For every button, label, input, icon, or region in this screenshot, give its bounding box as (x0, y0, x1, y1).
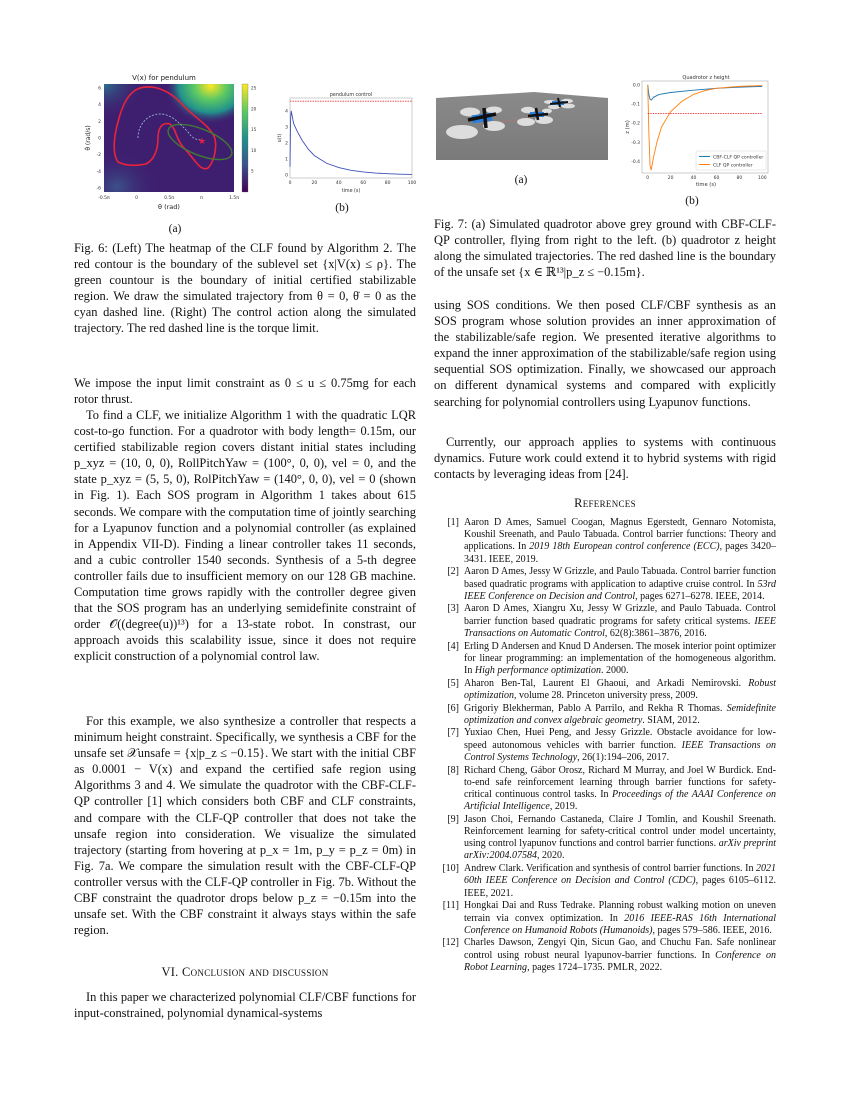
y-tick: -0.1 (631, 102, 640, 108)
reference-number: [6] (447, 702, 459, 714)
x-tick: 0.5π (164, 196, 174, 201)
legend-cbf-clf: CBF-CLF QP controller (713, 155, 764, 161)
paragraph-cbf-example: For this example, we also synthesize a controller that respects a minimum height constraint. Specifically, we synthesis a CBF for the unsafe set 𝒳unsafe = {x|p_z ≤ −0.15}. We start with the initial CBF as 0.0001 − V(x) and expand the certified safe region using Algorithms 3 and 4. We simulate the quadrotor with the CBF-CLF-QP controller [1] which considers both CBF and CLF constraints, and compare with the CLF-QP controller that does not take the unsafe region into consideration. We visualize the simulated trajectory (starting from hovering at p_x = 1m, p_y = p_z = 0m) in Fig. 7a. We compare the simulation result with the CBF-CLF-QP controller versus with the CLF-QP controller in Fig. 7b. Without the CBF constraint the quadrotor drops below p_z = −0.15m into the unsafe set. With the CBF constraint it always stays within the safe region. (74, 714, 416, 938)
x-tick: 1.5π (229, 196, 239, 201)
reference-text: Aaron D Ames, Samuel Coogan, Magnus Egerstedt, Gennaro Notomista, Koushil Sreenath, and Paulo Tabuada. Control barrier functions: Theory and applications. In (464, 517, 776, 553)
reference-venue: 2021 60th IEEE Conference on Decision and Control (CDC) (464, 863, 776, 887)
reference-number: [10] (442, 863, 459, 875)
reference-text: Aharon Ben-Tal, Laurent El Ghaoui, and Arkadi Nemirovski. (464, 677, 749, 689)
reference-text: Andrew Clark. Verification and synthesis of control barrier functions. In (464, 863, 756, 875)
y-tick: 3 (285, 125, 288, 131)
reference-item (434, 814, 776, 863)
reference-details: , 26(1):194–206, 2017. (577, 751, 670, 763)
x-tick: 20 (311, 181, 318, 186)
x-tick: 0 (646, 176, 650, 181)
reference-venue: 53rd IEEE Conference on Decision and Control (464, 578, 776, 602)
y-tick: -0.4 (631, 160, 640, 165)
fig6b-line-chart (276, 88, 416, 194)
reference-item (434, 566, 776, 603)
paragraph-future-work: Currently, our approach applies to systems with continuous dynamics. Future work could extend it to hybrid systems with rigid contacts by leveraging ideas from [24]. (434, 435, 776, 482)
reference-number: [1] (447, 517, 459, 528)
reference-venue: arXiv preprint arXiv:2004.07584 (464, 838, 777, 862)
x-tick: 60 (713, 176, 720, 181)
x-tick: 80 (736, 176, 743, 181)
reference-text: Aaron D Ames, Jessy W Grizzle, and Paulo Tabuada. Control barrier function based quadratic programs with application to adaptive cruise control. In (464, 566, 776, 590)
y-tick: 4 (285, 109, 288, 115)
fig7b-title: Quadrotor z height (682, 75, 730, 81)
reference-number: [7] (447, 727, 459, 739)
reference-item (434, 517, 776, 566)
legend-clf: CLF QP controller (713, 163, 753, 169)
reference-item (434, 703, 776, 727)
x-tick: 0 (288, 181, 292, 186)
reference-details: . SIAM, 2012. (642, 714, 700, 726)
y-tick: 4 (98, 103, 101, 109)
x-tick: 100 (757, 176, 767, 181)
colorbar-tick: 20 (251, 106, 257, 112)
fig7a-quadrotor-render (434, 90, 614, 170)
reference-item (434, 678, 776, 702)
reference-details: , 2019. (549, 801, 578, 813)
colorbar-tick-labels (251, 86, 257, 174)
reference-item (434, 900, 776, 937)
reference-venue: Conference on Robot Learning (464, 949, 776, 973)
reference-details: , pages 6271–6278. IEEE, 2014. (635, 590, 765, 602)
series-u-t- (290, 111, 412, 175)
reference-venue: 2019 18th European control conference (ECC) (529, 541, 720, 553)
fig7b-label: (b) (685, 195, 699, 207)
fig6-caption: Fig. 6: (Left) The heatmap of the CLF found by Algorithm 2. The red contour is the boundary of the sublevel set {x|V(x) ≤ ρ}. The green countour is the boundary of initial certified stabilizable region. We draw the simulated trajectory from θ = 0, θ̇ = 0 as the cyan dashed line. (Right) The control action along the simulated trajectory. The red dashed line is the torque limit. (74, 241, 416, 336)
fig6a-heatmap (84, 72, 264, 212)
reference-number: [9] (447, 813, 459, 825)
reference-details: , 2020. (537, 850, 565, 862)
plot-frame (290, 98, 412, 178)
x-tick: 100 (407, 181, 416, 186)
fig7b-xlabel: time (s) (695, 182, 717, 188)
fig6a-xlabel: θ (rad) (158, 203, 180, 211)
x-tick: 0 (135, 196, 138, 201)
y-tick: 6 (98, 86, 101, 92)
fig7b-ylabel: z (m) (625, 120, 631, 134)
y-tick: 1 (285, 157, 288, 163)
reference-text: Jason Choi, Fernando Castaneda, Claire J Tomlin, and Koushil Sreenath. Reinforcement learning for safety-critical control under model uncertainty, using control lyapunov functions and control barrier functions. (464, 813, 776, 850)
reference-venue: IEEE Transactions on Automatic Control (464, 615, 776, 639)
reference-item (434, 937, 776, 974)
reference-text: Erling D Andersen and Knud D Andersen. The mosek interior point optimizer for linear programming: an implementation of the homogeneous algorithm. In (464, 640, 776, 676)
y-tick: 0 (98, 136, 101, 142)
reference-text: Richard Cheng, Gábor Orosz, Richard M Murray, and Joel W Burdick. End-to-end safe reinforcement learning through barrier functions for safety-critical continuous control tasks. In (464, 764, 776, 800)
fig6b-title: pendulum control (329, 93, 373, 98)
paragraph-input-limit: We impose the input limit constraint as 0 ≤ u ≤ 0.75mg for each rotor thrust. (74, 376, 416, 407)
reference-details: , pages 3420–3431. IEEE, 2019. (464, 541, 776, 565)
reference-item (434, 765, 776, 814)
reference-text: Charles Dawson, Zengyi Qin, Sicun Gao, and Chuchu Fan. Safe nonlinear control using robust neural lyapunov-barrier functions. In (464, 937, 776, 961)
reference-venue: IEEE Transactions on Control Systems Technology (464, 739, 776, 763)
colorbar-tick: 25 (251, 85, 257, 91)
y-tick: 2 (285, 141, 288, 147)
fig7-caption: Fig. 7: (a) Simulated quadrotor above grey ground with CBF-CLF-QP controller, flying from right to the left. (b) quadrotor z height along the simulated trajectories. The red dashed line is the boundary of the unsafe set {x ∈ ℝ¹³|p_z ≤ −0.15m}. (434, 217, 776, 280)
y-tick: 0.0 (632, 83, 640, 89)
reference-number: [2] (447, 566, 459, 578)
reference-details: , 62(8):3861–3876, 2016. (604, 627, 707, 639)
y-tick: -4 (96, 169, 101, 175)
reference-number: [8] (447, 764, 459, 776)
x-tick: -0.5π (98, 196, 110, 201)
paragraph-conclusion-cont: using SOS conditions. We then posed CLF/CBF synthesis as an SOS program whose solution provides an inner approximation of the stabilizable/safe region. We presented iterative algorithms to expand the inner approximation of the stabilizable/safe region using sequential SOS optimization. Finally, we showcased our approach on different dynamical systems and compared with explicitly searching for polynomial controllers using Lyapunov functions. (434, 298, 776, 409)
goal-star-icon: ★ (197, 137, 207, 147)
reference-number: [12] (442, 937, 459, 949)
series-cbf-clf-qp-controller (648, 85, 763, 100)
fig6a-label: (a) (168, 223, 182, 235)
reference-item (434, 727, 776, 764)
reference-number: [11] (442, 900, 459, 912)
fig6b-xlabel: time (s) (341, 189, 361, 194)
reference-item (434, 641, 776, 678)
reference-venue: 2016 IEEE-RAS 16th International Conference on Humanoid Robots (Humanoids) (464, 912, 776, 936)
x-tick: 60 (360, 181, 367, 186)
colorbar-tick: 15 (251, 127, 257, 133)
reference-text: Aaron D Ames, Xiangru Xu, Jessy W Grizzle, and Paulo Tabuada. Control barrier function based quadratic programs for safety critical systems. (464, 603, 776, 627)
x-tick: 20 (667, 176, 674, 181)
x-tick-labels (98, 195, 239, 201)
reference-details: , pages 579–586. IEEE, 2016. (652, 924, 772, 936)
reference-venue: Robust optimization (464, 677, 776, 701)
colorbar (242, 84, 248, 192)
legend (696, 151, 766, 170)
reference-venue: Semidefinite optimization and convex algebraic geometry (464, 702, 776, 726)
references-title: References (574, 496, 636, 510)
y-tick: 2 (98, 119, 101, 125)
reference-details: , pages 1724–1735. PMLR, 2022. (527, 961, 663, 973)
y-tick: -0.3 (631, 140, 640, 146)
fig7b-line-chart (624, 72, 774, 188)
fig7a-label: (a) (514, 174, 528, 186)
colorbar-tick: 5 (251, 168, 254, 174)
x-tick: 80 (384, 181, 391, 186)
reference-details: . 2000. (600, 664, 629, 676)
reference-text: Grigoriy Blekherman, Pablo A Parrilo, and Rekha R Thomas. (464, 702, 727, 714)
fig6b-ylabel: u(t) (278, 133, 283, 143)
fig6b-label: (b) (335, 202, 349, 214)
section-title-conclusion: VI. Conclusion and discussion (161, 965, 329, 979)
colorbar-tick: 10 (251, 147, 257, 153)
fig6a-ylabel: θ̇ (rad/s) (85, 125, 92, 151)
reference-number: [3] (447, 603, 459, 615)
reference-number: [5] (447, 677, 459, 689)
y-tick-labels (97, 86, 102, 192)
reference-item (434, 863, 776, 900)
reference-venue: High performance optimization (474, 664, 601, 676)
reference-number: [4] (447, 640, 459, 652)
x-tick: 40 (335, 181, 342, 186)
reference-details: , pages 6105–6112. IEEE, 2021. (464, 875, 777, 899)
x-tick: π (200, 196, 203, 201)
x-tick: 40 (690, 176, 697, 181)
reference-text: Yuxiao Chen, Huei Peng, and Jessy Grizzle. Obstacle avoidance for low-speed autonomous vehicles with barrier function. (464, 727, 776, 751)
references-list (434, 517, 776, 975)
fig6a-title: V(x) for pendulum (132, 74, 196, 82)
paragraph-conclusion-start: In this paper we characterized polynomial CLF/CBF functions for input-constrained, polynomial dynamical-systems (74, 990, 416, 1021)
reference-text: Hongkai Dai and Russ Tedrake. Planning robust walking motion on uneven terrain via convex optimization. In (464, 900, 776, 924)
paragraph-find-clf: To find a CLF, we initialize Algorithm 1 with the quadratic LQR cost-to-go function. For a quadrotor with body length= 0.15m, our certified stabilizable region covers distant initial states including p_xyz = (10, 0, 0), RollPitchYaw = (100°, 0, 0), vel = 0, and the state p_xyz = (5, 5, 0), RolPitchYaw = (140°, 0, 0), vel = 0 (shown in Fig. 1). Each SOS program in Algorithm 1 takes about 615 seconds. We compare with the computation time of jointly searching for a Lyapunov function and a polynomial controller (as explained in Appendix VII-D). Finding a linear controller takes 11 seconds, and a cubic controller 1540 seconds. Synthesis of a 5-th degree controller fails due to insufficient memory on our 128 GB machine. Computation time grows rapidly with the controller degree given that the SOS program has an underlying semidefinite constraint of order 𝒪((degree(u))¹³) for a 13-state robot. In constrast, our approach avoids this scalability issue, since it does not require explicit construction of a polynomial control law. (74, 408, 416, 664)
y-tick: -2 (96, 153, 101, 159)
reference-item (434, 603, 776, 640)
y-tick: -0.2 (631, 121, 640, 127)
reference-details: , volume 28. Princeton university press, 2009. (514, 689, 698, 701)
y-tick: -6 (96, 186, 101, 192)
reference-venue: Proceedings of the AAAI Conference on Artificial Intelligence (464, 788, 776, 813)
y-tick: 0 (285, 173, 288, 179)
